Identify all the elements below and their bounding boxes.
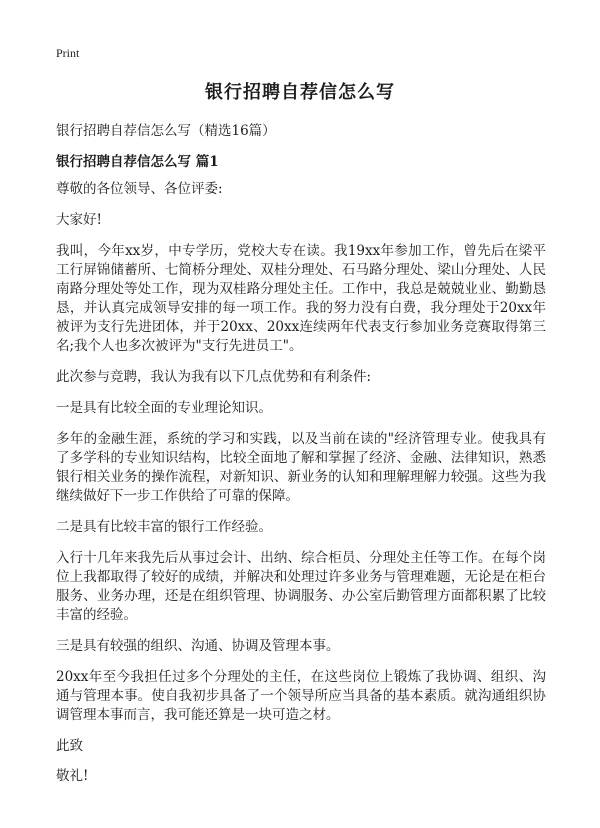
point-one-heading: 一是具有比较全面的专业理论知识。 (56, 400, 272, 416)
print-link[interactable]: Print (56, 46, 80, 60)
salutation: 尊敬的各位领导、各位评委: (56, 181, 223, 197)
closing-salute: 敬礼! (56, 768, 89, 784)
point-three-heading: 三是具有较强的组织、沟通、协调及管理本事。 (56, 638, 340, 654)
point-one-body: 多年的金融生涯，系统的学习和实践，以及当前在读的"经济管理专业。使我具有了多学科的专业知识结构，比较全面地了解和掌握了经济、金融、法律知识，熟悉银行相关业务的操作流程，对新知识、新业务的认知和理解理解力较强。这些为我继续做好下一步工作供给了可靠的保障。 (56, 431, 546, 504)
page-title: 银行招聘自荐信怎么写 (205, 82, 395, 103)
point-three-body: 20xx年至今我担任过多个分理处的主任，在这些岗位上锻炼了我协调、组织、沟通与管理本事。使自我初步具备了一个领导所应当具备的基本素质。就沟通组织协调管理本事而言，我可能还算是一块可造之材。 (56, 669, 546, 723)
point-two-body: 入行十几年来我先后从事过会计、出纳、综合柜员、分理处主任等工作。在每个岗位上我都取得了较好的成绩，并解决和处理过许多业务与管理难题，无论是在柜台服务、业务办理，还是在组织管理、协调服务、办公室后勤管理方面都积累了比较丰富的经验。 (56, 550, 546, 623)
point-two-heading: 二是具有比较丰富的银行工作经验。 (56, 519, 272, 535)
document-subtitle: 银行招聘自荐信怎么写（精选16篇） (56, 123, 276, 139)
letter-body (56, 180, 546, 797)
section-heading: 银行招聘自荐信怎么写 篇1 (56, 154, 219, 170)
closing-line: 此致 (56, 738, 83, 754)
paragraph-intro: 我叫，今年xx岁，中专学历，党校大专在读。我19xx年参加工作，曾先后在梁平工行屏锦储蓄所、七简桥分理处、双桂分理处、石马路分理处、梁山分理处、人民南路分理处等处工作，现为双桂路分理处主任。工作中，我总是兢兢业业、勤勤恳恳，并认真完成领导安排的每一项工作。我的努力没有白费，我分理处于20xx年被评为支行先进团体，并于20xx、20xx连续两年代表支行参加业务竞赛取得第三名;我个人也多次被评为"支行先进员工"。 (56, 243, 546, 354)
paragraph-advantages: 此次参与竞聘，我认为我有以下几点优势和有利条件: (56, 369, 372, 385)
greeting: 大家好! (56, 212, 102, 228)
